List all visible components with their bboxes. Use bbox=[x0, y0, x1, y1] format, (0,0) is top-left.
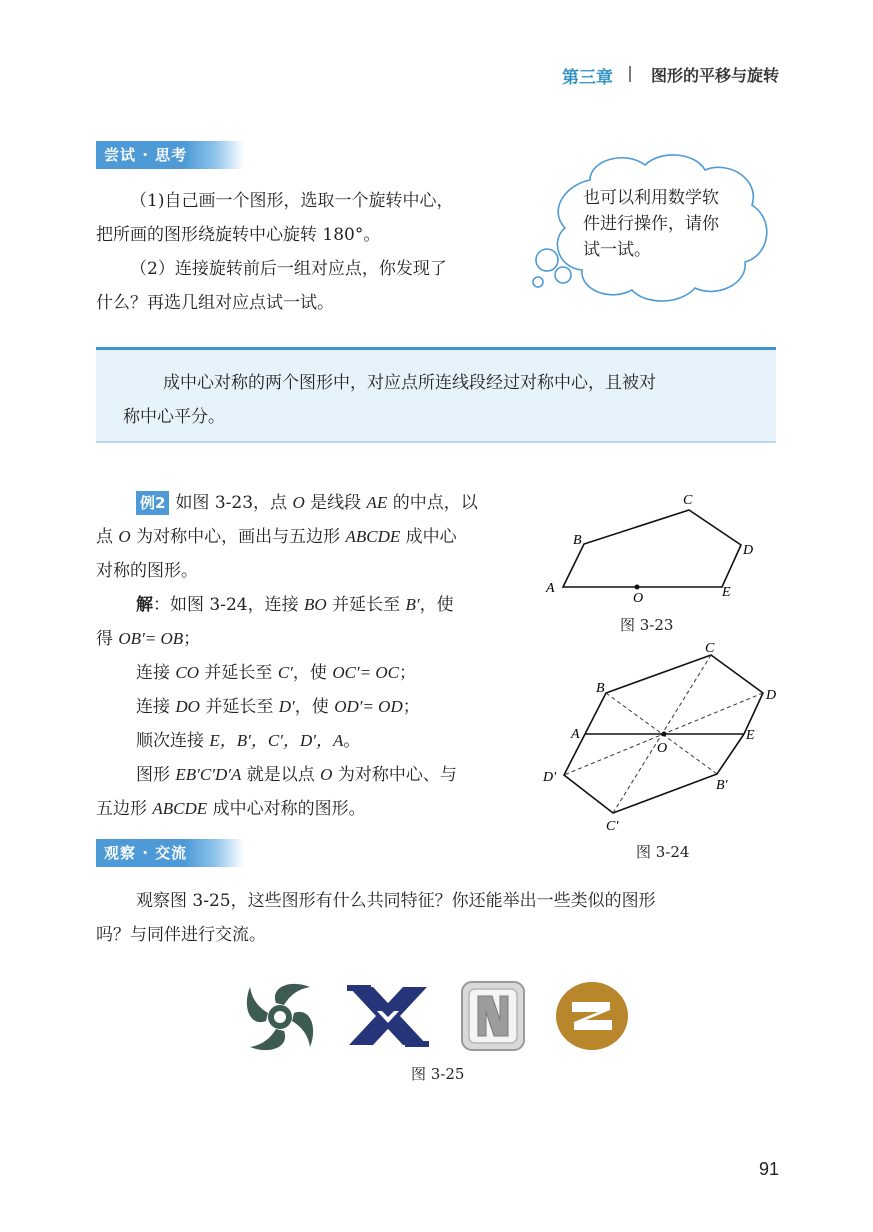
question-1-line-1: （1)自己画一个图形，选取一个旋转中心， bbox=[130, 191, 454, 211]
pinwheel-blade bbox=[275, 984, 310, 1005]
text-run: 并延长至 bbox=[199, 697, 279, 717]
math-Dprime: D′ bbox=[278, 697, 295, 716]
example-2-line-2 bbox=[96, 520, 526, 554]
text-run: 如图 3-23，点 bbox=[175, 493, 293, 513]
math-CO: CO bbox=[175, 663, 200, 682]
question-2-line-2: 什么？再选几组对应点试一试。 bbox=[96, 293, 334, 313]
text-run: 五边形 bbox=[96, 799, 153, 819]
chapter-label: 第三章 bbox=[562, 68, 613, 88]
header-separator bbox=[629, 66, 631, 82]
label-C: C bbox=[683, 493, 693, 508]
math-O: O bbox=[292, 493, 305, 512]
observe-body bbox=[96, 884, 796, 952]
math-equation: OC′= OC bbox=[332, 663, 399, 682]
label-E: E bbox=[746, 728, 755, 743]
text-run: 就是以点 bbox=[241, 765, 321, 785]
text-run: 的中点，以 bbox=[387, 493, 478, 513]
pinwheel-logo bbox=[242, 980, 322, 1055]
math-equation: OD′= OD bbox=[334, 697, 403, 716]
label-Bprime: B′ bbox=[716, 778, 728, 793]
example-badge: 例2 bbox=[136, 491, 169, 515]
text-run: ，使 bbox=[419, 595, 454, 615]
label-D: D bbox=[766, 688, 777, 703]
figure-3-24-caption: 图 3-24 bbox=[636, 843, 690, 861]
math-figure: EB′C′D′A bbox=[175, 765, 242, 784]
text-run: 图形 bbox=[136, 765, 176, 785]
solution-line-1 bbox=[96, 588, 526, 622]
math-ABCDE: ABCDE bbox=[345, 527, 401, 546]
text-run: 点 bbox=[96, 527, 119, 547]
solution-line-2 bbox=[96, 622, 526, 656]
math-Cprime: C′ bbox=[277, 663, 293, 682]
figure-3-23 bbox=[540, 490, 770, 605]
math-DO: DO bbox=[175, 697, 200, 716]
solution-line-5 bbox=[96, 724, 526, 758]
label-O: O bbox=[633, 591, 644, 605]
math-Bprime: B′ bbox=[405, 595, 420, 614]
label-C: C bbox=[705, 641, 715, 656]
observe-line-2: 吗？与同伴进行交流。 bbox=[96, 925, 266, 945]
pinwheel-blade bbox=[292, 1012, 313, 1047]
theorem-line-1: 成中心对称的两个图形中，对应点所连线段经过对称中心，且被对 bbox=[163, 373, 656, 393]
example-2-line-1 bbox=[96, 486, 526, 520]
solution-label: 解 bbox=[136, 595, 153, 615]
figure-3-24 bbox=[540, 638, 790, 838]
question-1-line-2: 把所画的图形绕旋转中心旋转 180°。 bbox=[96, 225, 381, 245]
observe-line-1: 观察图 3-25，这些图形有什么共同特征？你还能举出一些类似的图形 bbox=[136, 891, 656, 911]
x-logo bbox=[347, 985, 429, 1047]
text-run: 成中心对称的图形。 bbox=[207, 799, 366, 819]
text-run: ，使 bbox=[294, 697, 335, 717]
example-2 bbox=[96, 486, 526, 826]
solution-line-4 bbox=[96, 690, 526, 724]
text-run: 顺次连接 bbox=[136, 731, 210, 751]
label-Dprime: D′ bbox=[543, 770, 557, 785]
point-O bbox=[662, 732, 667, 737]
math-points: E，B′，C′，D′，A bbox=[209, 731, 344, 750]
cloud-line-3: 试一试。 bbox=[583, 240, 651, 260]
observe-tag bbox=[96, 839, 244, 867]
text-run: 是线段 bbox=[304, 493, 367, 513]
text-run: 连接 bbox=[136, 663, 176, 683]
pentagon-ABCDE bbox=[563, 510, 741, 587]
cloud-line-2: 件进行操作，请你 bbox=[583, 214, 719, 234]
text-run: 成中心 bbox=[400, 527, 457, 547]
text-run: ； bbox=[398, 663, 416, 683]
math-equation: OB′= OB bbox=[118, 629, 184, 648]
label-A: A bbox=[571, 727, 580, 742]
pinwheel-blade bbox=[247, 987, 268, 1022]
text-run: 并延长至 bbox=[326, 595, 406, 615]
z-coin-logo bbox=[554, 980, 632, 1052]
text-run: 连接 bbox=[136, 697, 176, 717]
try-think-body bbox=[96, 184, 516, 320]
cloud-line-1: 也可以利用数学软 bbox=[583, 188, 719, 208]
text-run: 。 bbox=[343, 731, 361, 751]
label-E: E bbox=[722, 585, 731, 600]
n-letter bbox=[478, 996, 508, 1036]
figure-3-23-caption: 图 3-23 bbox=[620, 616, 674, 634]
figure-3-25-caption: 图 3-25 bbox=[411, 1065, 465, 1083]
page-number: 91 bbox=[759, 1159, 780, 1179]
solution-line-6 bbox=[96, 758, 526, 792]
n-logo bbox=[460, 980, 526, 1052]
chapter-title: 图形的平移与旋转 bbox=[651, 66, 780, 85]
point-O bbox=[635, 585, 640, 590]
math-O: O bbox=[118, 527, 131, 546]
label-B: B bbox=[596, 681, 605, 696]
text-run: 并延长至 bbox=[199, 663, 278, 683]
math-AE: AE bbox=[366, 493, 388, 512]
text-run: 为对称中心，画出与五边形 bbox=[130, 527, 346, 547]
text-run: ，使 bbox=[292, 663, 333, 683]
text-run: ：如图 3-24，连接 bbox=[153, 595, 304, 615]
solution-line-3 bbox=[96, 656, 526, 690]
text-run: 为对称中心、与 bbox=[332, 765, 457, 785]
text-run: ； bbox=[402, 697, 420, 717]
text-run: ； bbox=[183, 629, 201, 649]
pentagon-image bbox=[564, 734, 744, 813]
try-think-tag-label: 尝试 · 思考 bbox=[104, 146, 188, 164]
label-Cprime: C′ bbox=[606, 819, 619, 834]
example-2-line-3: 对称的图形。 bbox=[96, 561, 198, 581]
pinwheel-blade bbox=[250, 1029, 285, 1050]
label-A: A bbox=[546, 581, 555, 596]
label-D: D bbox=[743, 543, 754, 558]
try-think-tag bbox=[96, 141, 244, 169]
theorem-line-2: 称中心平分。 bbox=[123, 407, 225, 427]
pentagon-ABCDE bbox=[585, 655, 763, 734]
theorem-text bbox=[96, 366, 776, 434]
label-O: O bbox=[657, 741, 668, 756]
observe-tag-label: 观察 · 交流 bbox=[104, 844, 188, 862]
math-BO: BO bbox=[304, 595, 327, 614]
text-run: 得 bbox=[96, 629, 119, 649]
math-O: O bbox=[320, 765, 333, 784]
cloud-text bbox=[583, 185, 753, 263]
math-ABCDE: ABCDE bbox=[152, 799, 208, 818]
question-2-line-1: （2）连接旋转前后一组对应点，你发现了 bbox=[130, 259, 447, 279]
solution-line-7 bbox=[96, 792, 526, 826]
label-B: B bbox=[573, 533, 582, 548]
